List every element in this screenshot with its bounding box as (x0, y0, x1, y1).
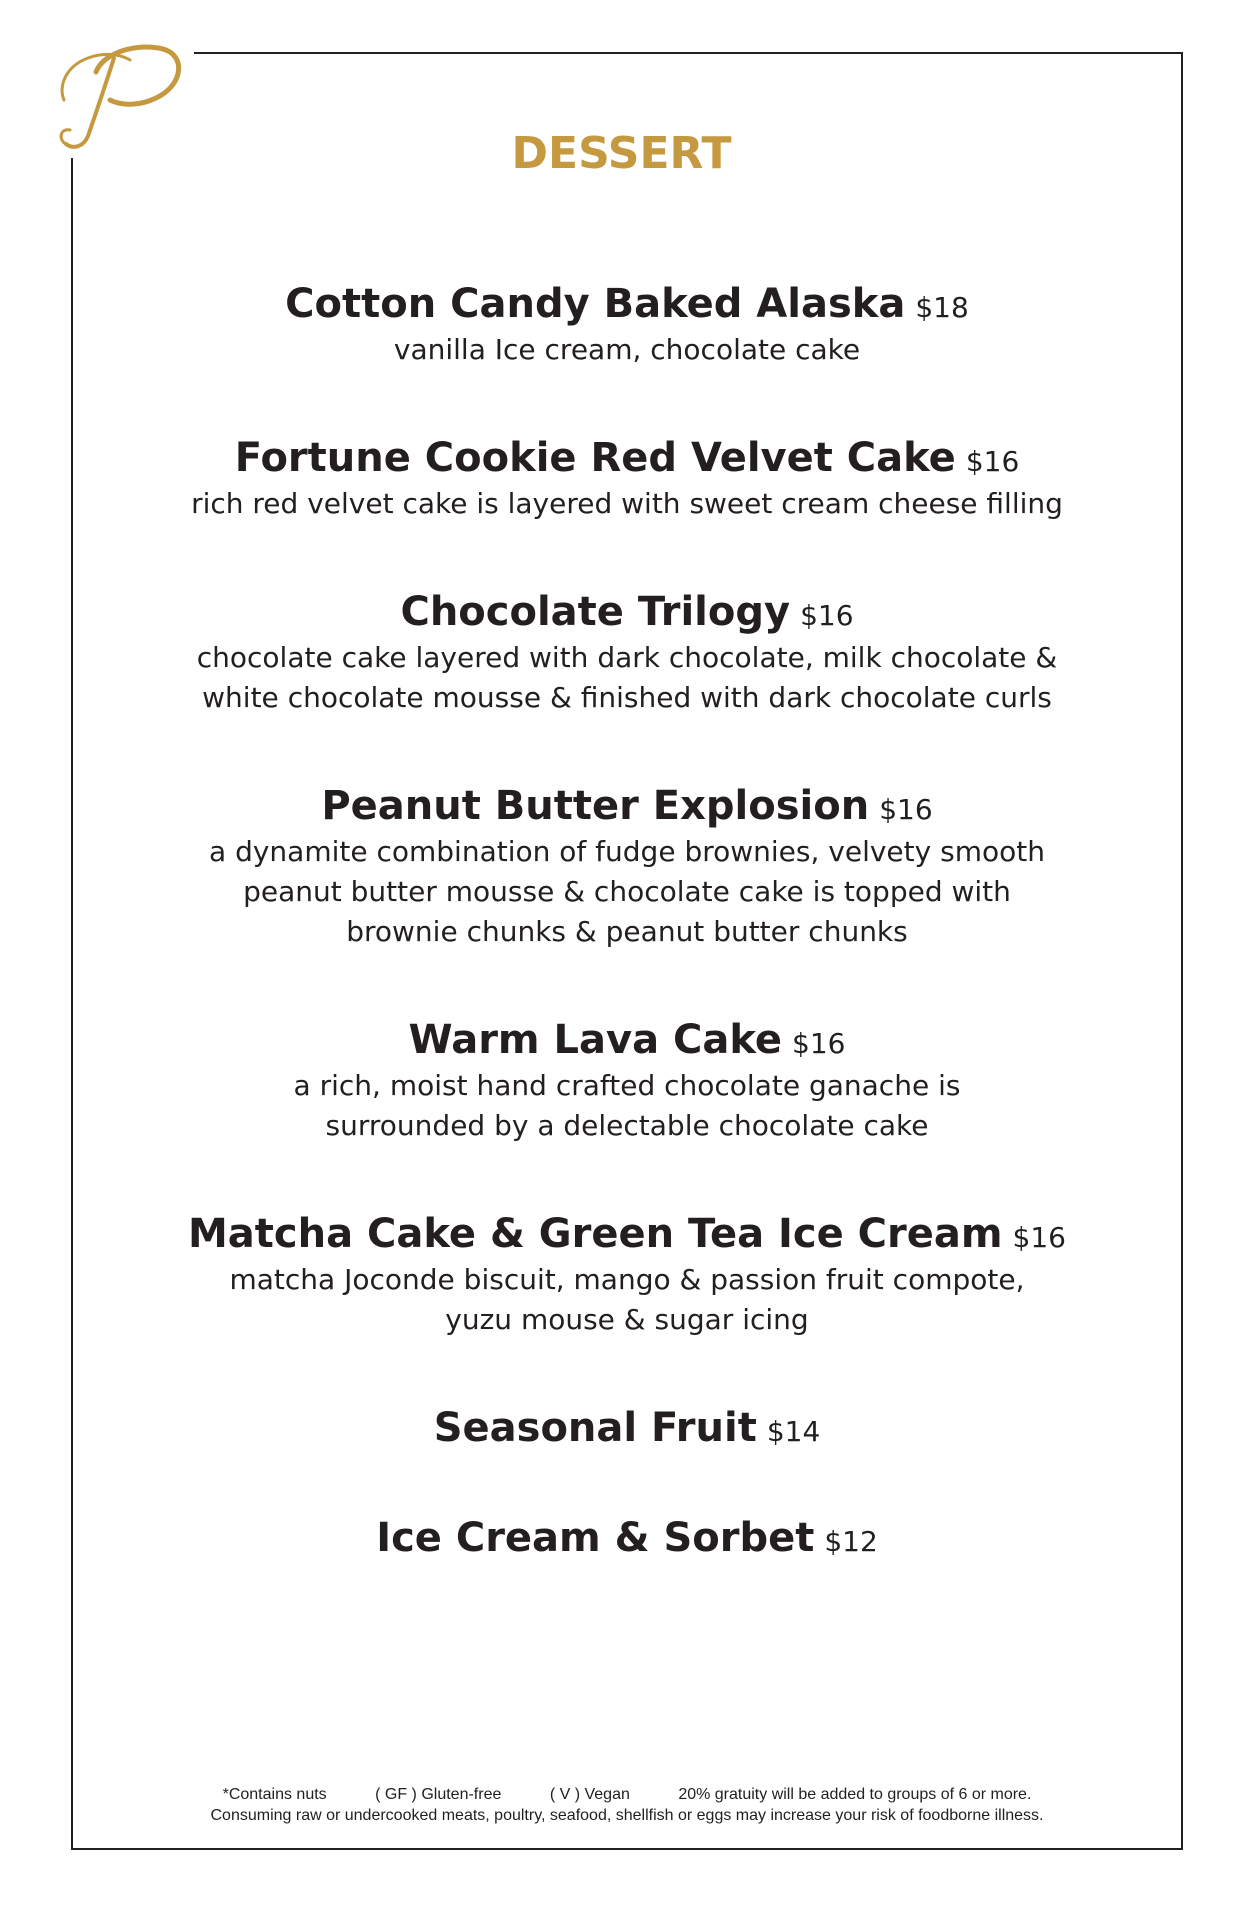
menu-item-name: Fortune Cookie Red Velvet Cake (234, 435, 956, 481)
footer-note-gratuity: 20% gratuity will be added to groups of 6 or more. (678, 1786, 1032, 1803)
menu-item (71, 278, 1183, 370)
menu-item (71, 432, 1183, 524)
menu-item-price: $16 (800, 599, 854, 632)
menu-item-description: brownie chunks & peanut butter chunks (346, 915, 908, 948)
menu-item-heading (71, 1014, 1183, 1066)
menu-item-price: $16 (965, 445, 1020, 478)
footer-note-vegan: ( V ) Vegan (549, 1786, 630, 1803)
menu-item-price: $16 (879, 793, 933, 826)
menu-item-description: vanilla Ice cream, chocolate cake (393, 333, 861, 366)
menu-item-description: rich red velvet cake is layered with sweet cream cheese filling (191, 487, 1063, 520)
menu-item-price: $14 (766, 1415, 821, 1448)
menu-item (71, 1014, 1183, 1146)
menu-item (71, 1512, 1183, 1564)
menu-item-name: Warm Lava Cake (408, 1017, 783, 1063)
menu-item-name: Peanut Butter Explosion (321, 783, 870, 829)
menu-item-description: chocolate cake layered with dark chocolate, milk chocolate & (196, 641, 1058, 674)
menu-item-description: surrounded by a delectable chocolate cake (325, 1109, 929, 1142)
menu-item-heading (71, 278, 1183, 330)
menu-item-name: Cotton Candy Baked Alaska (285, 281, 906, 327)
menu-item-heading (71, 1208, 1183, 1260)
menu-item-description: white chocolate mousse & finished with dark chocolate curls (202, 681, 1052, 714)
menu-item-name: Ice Cream & Sorbet (376, 1515, 815, 1561)
menu-item-heading (71, 1402, 1183, 1454)
footer-note-gluten-free: ( GF ) Gluten-free (375, 1786, 502, 1803)
menu-item-name: Matcha Cake & Green Tea Ice Cream (188, 1211, 1003, 1257)
menu-item (71, 1208, 1183, 1340)
menu-item-description: yuzu mouse & sugar icing (445, 1303, 809, 1336)
menu-item (71, 780, 1183, 952)
menu-item (71, 1402, 1183, 1454)
footer-note-nuts: *Contains nuts (222, 1786, 327, 1803)
menu-item-heading (71, 432, 1183, 484)
monogram-stroke-swash (62, 54, 130, 100)
footer-notes (71, 1784, 1183, 1805)
menu-item-price: $16 (792, 1027, 846, 1060)
menu-item-name: Seasonal Fruit (433, 1405, 757, 1451)
menu-item-description: a rich, moist hand crafted chocolate ganache is (293, 1069, 961, 1102)
footer-disclaimer: Consuming raw or undercooked meats, poultry, seafood, shellfish or eggs may increase your risk of foodborne illness. (210, 1807, 1044, 1824)
menu-footer (71, 1784, 1183, 1826)
menu-item-description: peanut butter mousse & chocolate cake is topped with (243, 875, 1011, 908)
menu-heading: DESSERT (511, 128, 732, 179)
menu-item-price: $16 (1012, 1221, 1066, 1254)
menu-item-name: Chocolate Trilogy (400, 589, 791, 635)
menu-item-price: $12 (824, 1525, 878, 1558)
menu-item-heading (71, 1512, 1183, 1564)
menu-item-heading (71, 780, 1183, 832)
menu-item-description: matcha Joconde biscuit, mango & passion fruit compote, (229, 1263, 1025, 1296)
menu-item-price: $18 (915, 291, 969, 324)
menu-item-description: a dynamite combination of fudge brownies, velvety smooth (209, 835, 1045, 868)
menu-item (71, 586, 1183, 718)
menu-item-heading (71, 586, 1183, 638)
dessert-list (71, 278, 1183, 1564)
